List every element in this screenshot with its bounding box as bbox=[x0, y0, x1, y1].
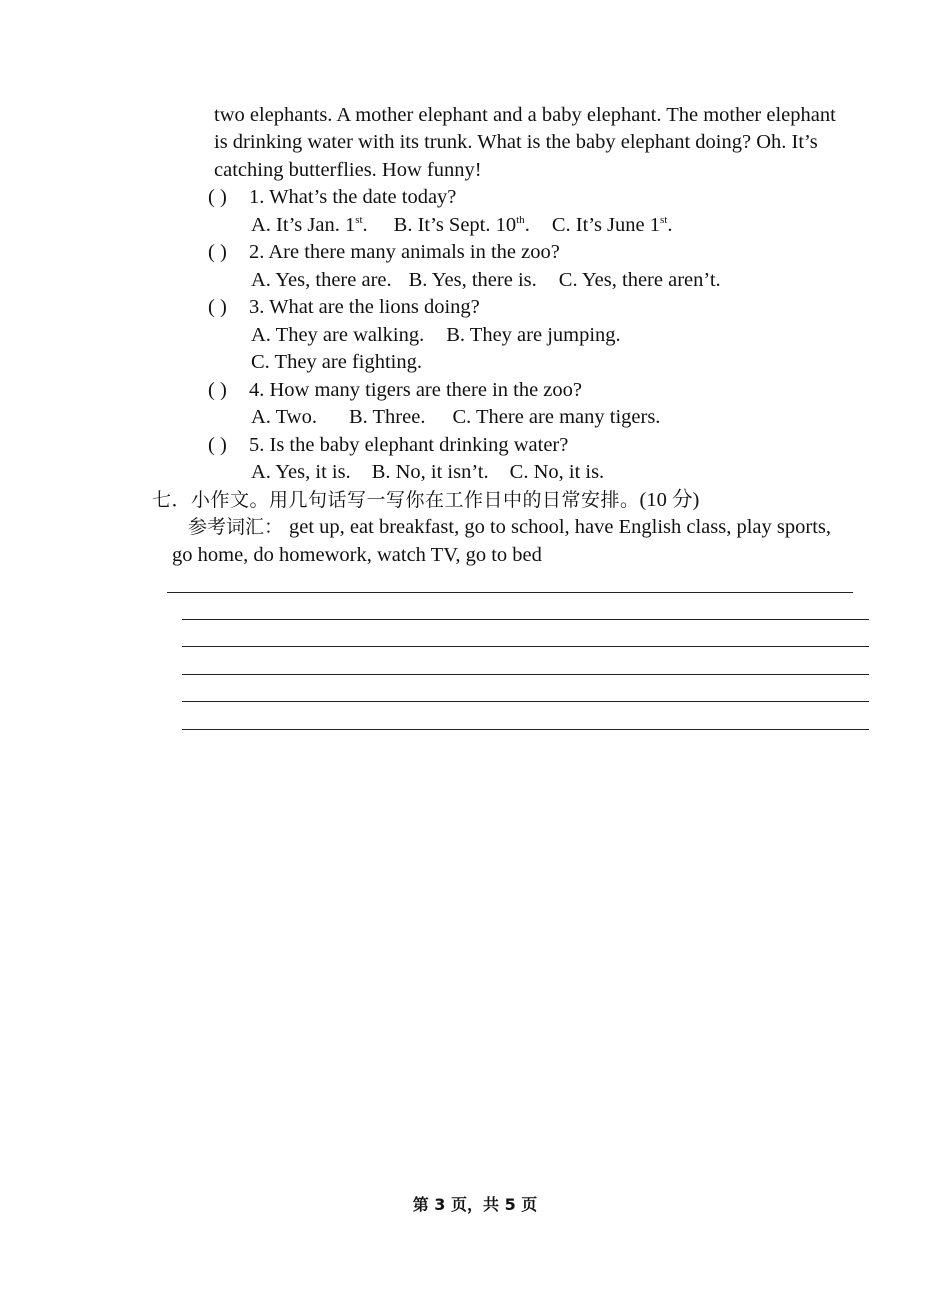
answer-paren-4[interactable]: ( ) bbox=[208, 379, 227, 401]
question-2-text: 2. Are there many animals in the zoo? bbox=[249, 241, 560, 263]
question-2 bbox=[208, 239, 560, 266]
answer-paren-5[interactable]: ( ) bbox=[208, 434, 227, 456]
answer-paren-2[interactable]: ( ) bbox=[208, 241, 227, 263]
option-1b: B. It’s Sept. 10th. bbox=[393, 214, 530, 236]
passage-line-1: two elephants. A mother elephant and a baby elephant. The mother elephant bbox=[214, 104, 836, 126]
question-4-text: 4. How many tigers are there in the zoo? bbox=[249, 379, 583, 401]
question-4-options bbox=[251, 404, 660, 431]
section-7-score: (10 分) bbox=[639, 489, 700, 511]
question-5-options bbox=[251, 459, 604, 486]
vocab-line-1 bbox=[188, 514, 831, 541]
passage-line-2: is drinking water with its trunk. What is the baby elephant doing? Oh. It’s bbox=[214, 131, 818, 153]
answer-paren-1[interactable]: ( ) bbox=[208, 186, 227, 208]
writing-line-5[interactable] bbox=[182, 701, 869, 702]
question-1 bbox=[208, 184, 456, 211]
option-5b: B. No, it isn’t. bbox=[371, 461, 489, 483]
section-7-title: 七．小作文。用几句话写一写你在工作日中的日常安排。(10 分) bbox=[152, 489, 700, 511]
option-3a: A. They are walking. bbox=[251, 324, 425, 346]
option-2a: A. Yes, there are. bbox=[251, 269, 392, 291]
option-1c: C. It’s June 1st. bbox=[551, 214, 673, 236]
question-3-text: 3. What are the lions doing? bbox=[249, 296, 480, 318]
writing-line-2[interactable] bbox=[182, 619, 869, 620]
question-3-options bbox=[251, 322, 621, 349]
option-2c: C. Yes, there aren’t. bbox=[558, 269, 721, 291]
question-1-options bbox=[251, 212, 672, 239]
option-4b: B. Three. bbox=[348, 406, 426, 428]
answer-paren-3[interactable]: ( ) bbox=[208, 296, 227, 318]
option-3b: B. They are jumping. bbox=[446, 324, 621, 346]
option-2b: B. Yes, there is. bbox=[408, 269, 537, 291]
writing-line-3[interactable] bbox=[182, 646, 869, 647]
option-4a: A. Two. bbox=[251, 406, 317, 428]
option-3c: C. They are fighting. bbox=[251, 351, 422, 373]
vocab-line-2: go home, do homework, watch TV, go to bed bbox=[172, 544, 542, 566]
page-number: 第 3 页，共 5 页 bbox=[412, 1195, 538, 1214]
passage-line-3: catching butterflies. How funny! bbox=[214, 159, 482, 181]
option-4c: C. There are many tigers. bbox=[452, 406, 661, 428]
question-3-option-c-line bbox=[251, 349, 422, 376]
question-2-options bbox=[251, 267, 721, 294]
question-4 bbox=[208, 377, 582, 404]
writing-line-6[interactable] bbox=[182, 729, 869, 730]
question-1-text: 1. What’s the date today? bbox=[249, 186, 457, 208]
option-1a: A. It’s Jan. 1st. bbox=[251, 214, 368, 236]
vocab-label: 参考词汇： bbox=[188, 516, 284, 538]
writing-line-4[interactable] bbox=[182, 674, 869, 675]
option-5a: A. Yes, it is. bbox=[251, 461, 351, 483]
question-3 bbox=[208, 294, 480, 321]
vocab-words-1: get up, eat breakfast, go to school, have English class, play sports, bbox=[289, 516, 832, 538]
option-5c: C. No, it is. bbox=[509, 461, 605, 483]
writing-line-1[interactable] bbox=[167, 592, 853, 593]
question-5-text: 5. Is the baby elephant drinking water? bbox=[249, 434, 569, 456]
question-5 bbox=[208, 432, 568, 459]
